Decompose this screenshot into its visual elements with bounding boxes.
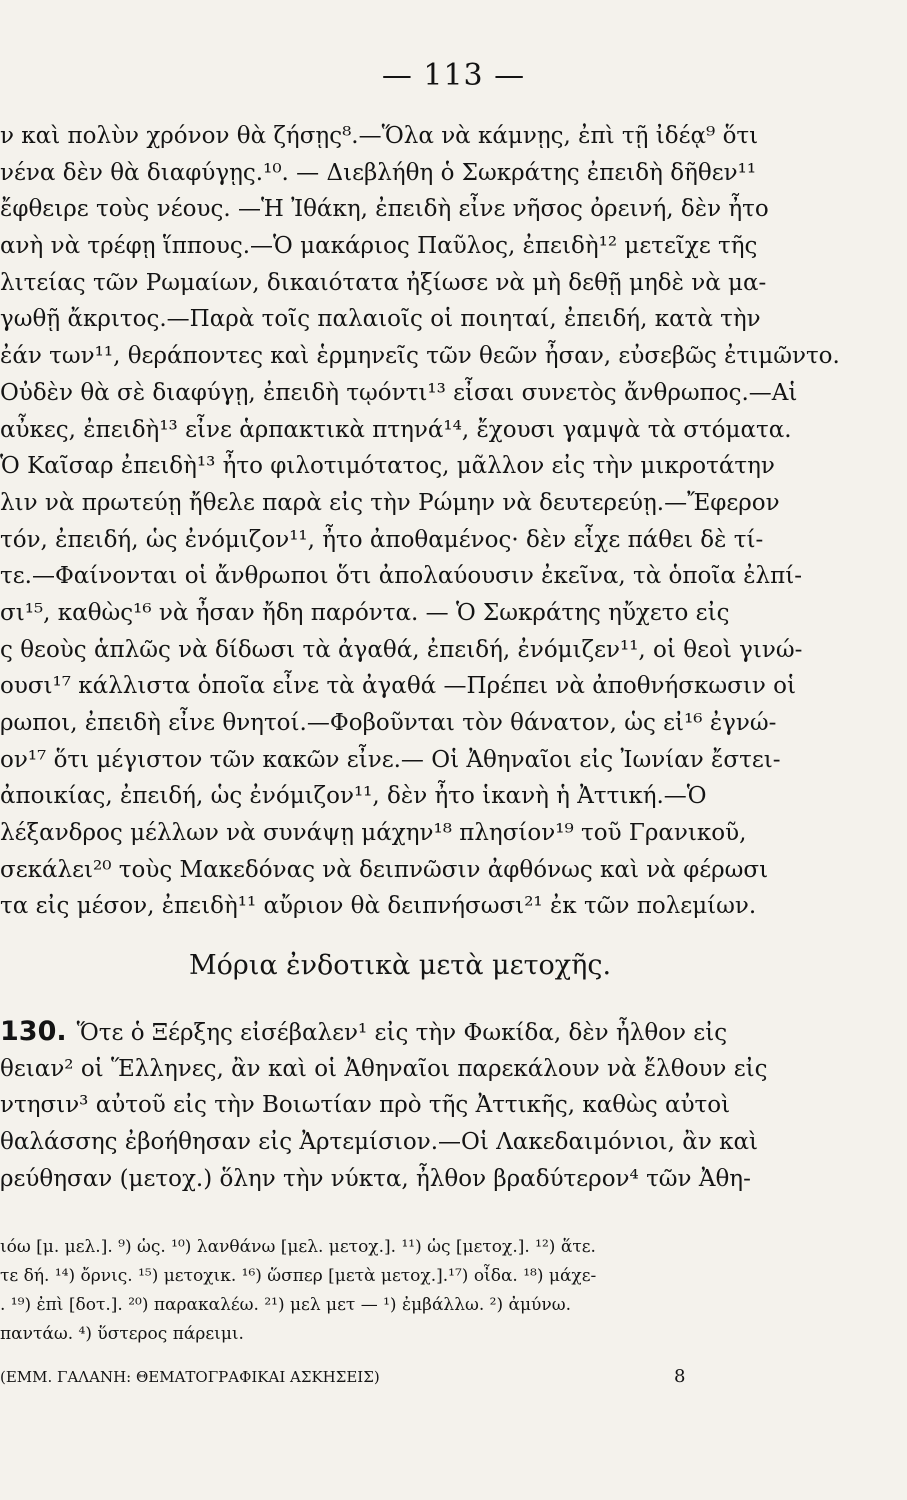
text-line: σι¹⁵, καθὼς¹⁶ νὰ ἦσαν ἤδη παρόντα. — Ὁ Σωκράτης ηὔχετο εἰς [0,599,730,626]
text-line: ανὴ νὰ τρέφῃ ἵππους.—Ὁ μακάριος Παῦλος, ἐπειδὴ¹² μετεῖχε τῆς [0,233,758,260]
book-title-footer: (ΕΜΜ. ΓΑΛΑΝΗ: ΘΕΜΑΤΟΓΡΑΦΙΚΑΙ ΑΣΚΗΣΕΙΣ) [0,1368,380,1386]
text-line: ἐάν των¹¹, θεράποντες καὶ ἑρμηνεῖς τῶν θεῶν ἦσαν, εὐσεβῶς ἐτιμῶντο. [0,343,840,370]
section-130 [0,1014,900,1197]
text-line: λέξανδρος μέλλων νὰ συνάψῃ μάχην¹⁸ πλησίον¹⁹ τοῦ Γρανικοῦ, [0,820,747,847]
footnote-line: ιόω [μ. μελ.]. ⁹) ὡς. ¹⁰) λανθάνω [μελ. μετοχ.]. ¹¹) ὡς [μετοχ.]. ¹²) ἅτε. [0,1237,596,1257]
text-line: Οὐδὲν θὰ σὲ διαφύγῃ, ἐπειδὴ τῳόντι¹³ εἶσαι συνετὸς ἄνθρωπος.—Αἱ [0,379,798,406]
text-line: ον¹⁷ ὅτι μέγιστον τῶν κακῶν εἶνε.— Οἱ Ἀθηναῖοι εἰς Ἰωνίαν ἔστει- [0,746,781,773]
text-line: Ὁ Καῖσαρ ἐπειδὴ¹³ ἦτο φιλοτιμότατος, μᾶλλον εἰς τὴν μικροτάτην [0,453,775,480]
text-line: ἔφθειρε τοὺς νέους. —Ἡ Ἰθάκη, ἐπειδὴ εἶνε νῆσος ὀρεινή, δὲν ἦτο [0,196,769,223]
body-text [0,118,900,925]
text-line: θειαν² οἱ Ἕλληνες, ἂν καὶ οἱ Ἀθηναῖοι παρεκάλουν νὰ ἔλθουν εἰς [0,1055,768,1082]
text-line: ρωποι, ἐπειδὴ εἶνε θνητοί.—Φοβοῦνται τὸν θάνατον, ὡς εἰ¹⁶ ἐγνώ- [0,710,777,736]
text-line: λιν νὰ πρωτεύῃ ἤθελε παρὰ εἰς τὴν Ρώμην νὰ δευτερεύῃ.—Ἔφερον [0,489,780,516]
text-line: ν καὶ πολὺν χρόνον θὰ ζήσῃς⁸.—Ὅλα νὰ κάμνῃς, ἐπὶ τῇ ἰδέᾳ⁹ ὅτι [0,123,759,149]
text-line: Ὅτε ὁ Ξέρξης εἰσέβαλεν¹ εἰς τὴν Φωκίδα, δὲν ἦλθον εἰς [76,1020,728,1046]
text-line: ς θεοὺς ἁπλῶς νὰ δίδωσι τὰ ἀγαθά, ἐπειδή, ἐνόμιζεν¹¹, οἱ θεοὶ γινώ- [0,636,803,663]
text-line: σεκάλει²⁰ τοὺς Μακεδόνας νὰ δειπνῶσιν ἀφθόνως καὶ νὰ φέρωσι [0,856,769,883]
text-line: ἀποικίας, ἐπειδή, ὡς ἐνόμιζον¹¹, δὲν ἦτο ἱκανὴ ἡ Ἀττική.—Ὁ [0,783,707,810]
text-line: αὖκες, ἐπειδὴ¹³ εἶνε ἁρπακτικὰ πτηνά¹⁴, ἔχουσι γαμψὰ τὰ στόματα. [0,416,792,443]
section-number: 130. [0,1016,67,1047]
footnotes [0,1233,900,1349]
footnote-line: τε δή. ¹⁴) ὄρνις. ¹⁵) μετοχικ. ¹⁶) ὥσπερ [μετὰ μετοχ.].¹⁷) οἶδα. ¹⁸) μάχε- [0,1266,597,1286]
text-line: ρεύθησαν (μετοχ.) ὅλην τὴν νύκτα, ἦλθον βραδύτερον⁴ τῶν Ἀθη- [0,1165,751,1192]
text-line: λιτείας τῶν Ρωμαίων, δικαιότατα ἠξίωσε νὰ μὴ δεθῇ μηδὲ νὰ μα- [0,269,767,296]
text-line: θαλάσσης ἐβοήθησαν εἰς Ἀρτεμίσιον.—Οἱ Λακεδαιμόνιοι, ἂν καὶ [0,1129,759,1156]
text-line: γωθῇ ἄκριτος.—Παρὰ τοῖς παλαιοῖς οἱ ποιηταί, ἐπειδή, κατὰ τὴν [0,306,761,333]
text-line: ντησιν³ αὐτοῦ εἰς τὴν Βοιωτίαν πρὸ τῆς Ἀττικῆς, καθὼς αὐτοὶ [0,1092,731,1119]
page-number: — 113 — [381,58,526,93]
text-line: τα εἰς μέσον, ἐπειδὴ¹¹ αὔριον θὰ δειπνήσωσι²¹ ἐκ τῶν πολεμίων. [0,893,757,920]
text-line: ουσι¹⁷ κάλλιστα ὁποῖα εἶνε τὰ ἀγαθά —Πρέπει νὰ ἀποθνήσκωσιν οἱ [0,673,797,700]
text-line: τόν, ἐπειδή, ὡς ἐνόμιζον¹¹, ἦτο ἀποθαμένος· δὲν εἶχε πάθει δὲ τί- [0,526,764,553]
footnote-line: παντάω. ⁴) ὕστερος πάρειμι. [0,1324,244,1344]
section-heading: Μόρια ἐνδοτικὰ μετὰ μετοχῆς. [188,950,612,981]
section-first-line [0,1014,900,1051]
text-line: τε.—Φαίνονται οἱ ἄνθρωποι ὅτι ἀπολαύουσιν ἐκεῖνα, τὰ ὁποῖα ἐλπί- [0,563,803,590]
text-line: νένα δὲν θὰ διαφύγῃς.¹⁰. — Διεβλήθη ὁ Σωκράτης ἐπειδὴ δῆθεν¹¹ [0,159,757,186]
sheet-signature: 8 [674,1366,686,1387]
footnote-line: . ¹⁹) ἐπὶ [δοτ.]. ²⁰) παρακαλέω. ²¹) μελ μετ — ¹) ἐμβάλλω. ²) ἀμύνω. [0,1295,571,1315]
